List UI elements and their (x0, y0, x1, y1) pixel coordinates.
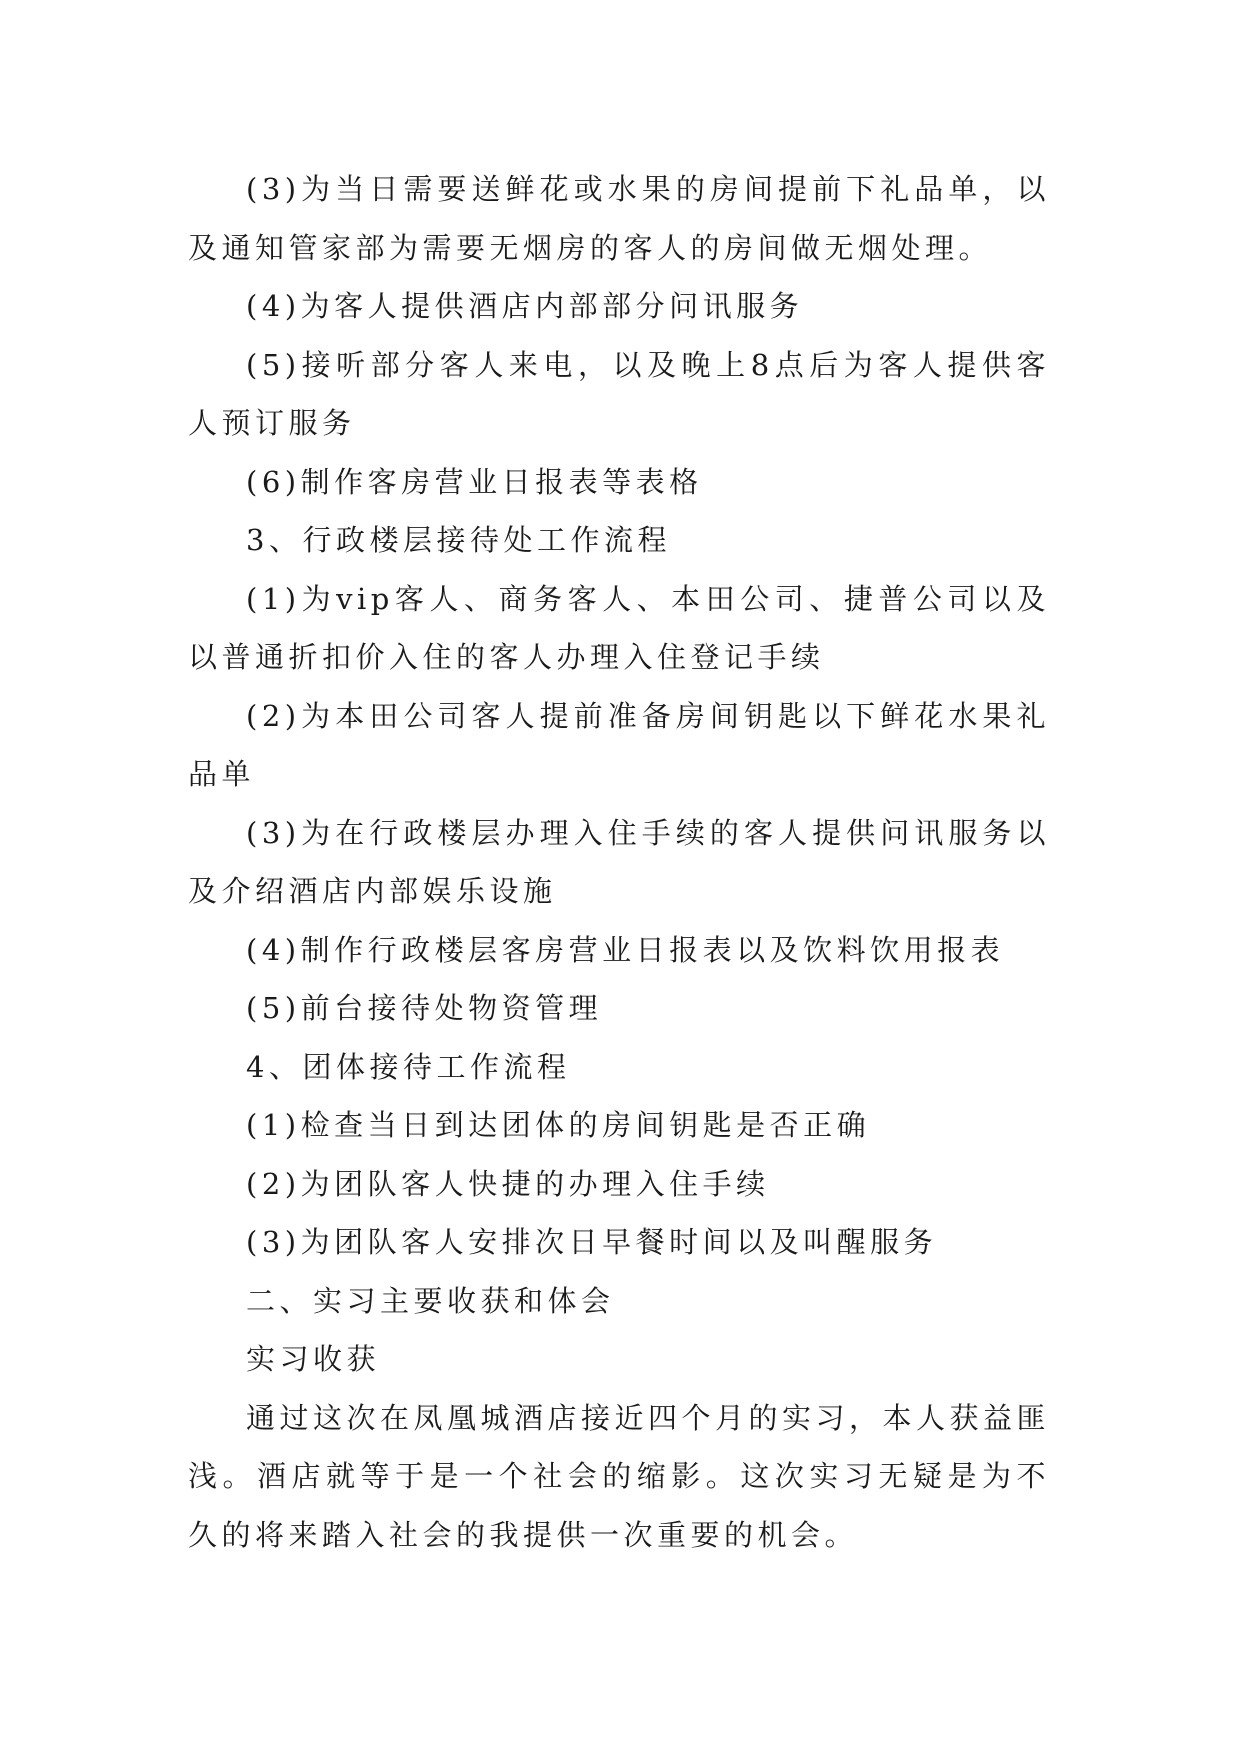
paragraph: (2)为团队客人快捷的办理入住手续 (246, 1166, 770, 1201)
paragraph: (5)接听部分客人来电，以及晚上8点后为客人提供客人预订服务 (188, 347, 1050, 440)
paragraph: (6)制作客房营业日报表等表格 (246, 464, 703, 499)
paragraph: (1)为vip客人、商务客人、本田公司、捷普公司以及以普通折扣价入住的客人办理入住登记手续 (188, 581, 1050, 674)
paragraph: (4)制作行政楼层客房营业日报表以及饮料饮用报表 (246, 932, 1005, 967)
chapter-heading: 二、实习主要收获和体会 (246, 1283, 615, 1318)
document-body (188, 160, 1050, 1564)
paragraph: (5)前台接待处物资管理 (246, 991, 603, 1025)
paragraph: (4)为客人提供酒店内部部分问讯服务 (246, 289, 804, 323)
paragraph: (3)为团队客人安排次日早餐时间以及叫醒服务 (246, 1225, 938, 1259)
section-heading: 4、团体接待工作流程 (246, 1049, 571, 1084)
paragraph: (3)为在行政楼层办理入住手续的客人提供问讯服务以及介绍酒店内部娱乐设施 (188, 815, 1050, 908)
paragraph: (3)为当日需要送鲜花或水果的房间提前下礼品单，以及通知管家部为需要无烟房的客人的房间做无烟处理。 (188, 172, 1050, 265)
paragraph: (1)检查当日到达团体的房间钥匙是否正确 (246, 1108, 871, 1142)
subheading: 实习收获 (246, 1342, 381, 1376)
paragraph: (2)为本田公司客人提前准备房间钥匙以下鲜花水果礼品单 (188, 698, 1050, 791)
paragraph: 通过这次在凤凰城酒店接近四个月的实习，本人获益匪浅。酒店就等于是一个社会的缩影。这次实习无疑是为不久的将来踏入社会的我提供一次重要的机会。 (188, 1400, 1051, 1552)
section-heading: 3、行政楼层接待处工作流程 (246, 523, 671, 557)
